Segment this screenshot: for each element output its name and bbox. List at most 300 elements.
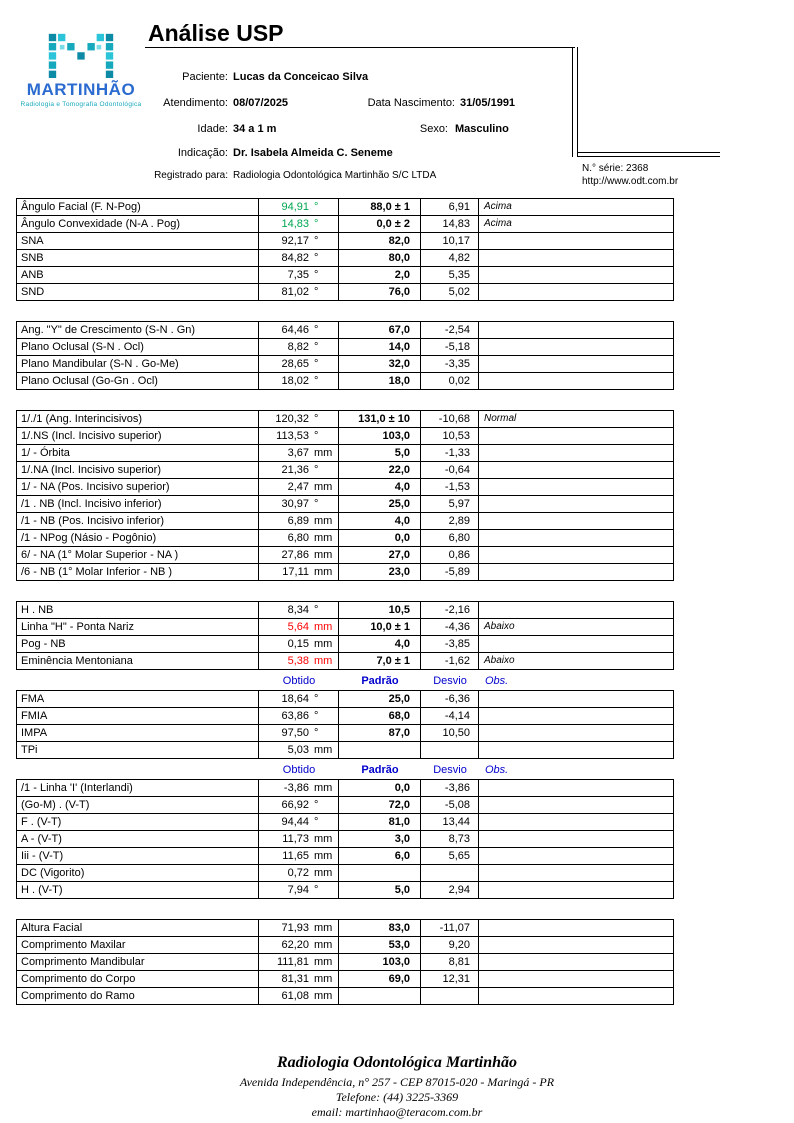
analysis-row <box>17 882 674 899</box>
row-label: 1/ - Órbita <box>17 445 259 461</box>
row-label: (Go-M) . (V-T) <box>17 797 259 813</box>
row-obs <box>479 462 674 478</box>
row-value: 28,65 <box>281 358 309 370</box>
row-padrao: 32,0 <box>339 356 421 372</box>
row-value: 11,65 <box>282 850 309 862</box>
row-unit: ° <box>314 498 319 510</box>
row-label: Linha "H" - Ponta Nariz <box>17 619 259 635</box>
row-obtido <box>259 216 339 232</box>
row-unit: mm <box>314 833 333 845</box>
row-value: 30,97 <box>281 498 309 510</box>
row-desvio: 8,81 <box>421 954 479 970</box>
row-value: 17,11 <box>282 566 309 578</box>
analysis-row <box>17 865 674 882</box>
row-label: H . NB <box>17 602 259 618</box>
row-desvio: 5,65 <box>421 848 479 864</box>
row-desvio: 12,31 <box>421 971 479 987</box>
row-obs <box>479 356 674 372</box>
row-padrao: 80,0 <box>339 250 421 266</box>
row-obtido <box>259 814 339 830</box>
row-value: 81,31 <box>281 973 309 985</box>
row-unit: ° <box>314 604 319 616</box>
row-value: 5,38 <box>287 655 309 667</box>
analysis-row <box>17 284 674 301</box>
row-obtido <box>259 339 339 355</box>
row-obtido <box>259 920 339 936</box>
analysis-row <box>17 848 674 865</box>
row-label: Comprimento Mandibular <box>17 954 259 970</box>
row-value: 64,46 <box>281 324 309 336</box>
analysis-row <box>17 479 674 496</box>
row-desvio: -6,36 <box>421 691 479 707</box>
row-obtido <box>259 462 339 478</box>
row-obs <box>479 848 674 864</box>
row-desvio: 10,50 <box>421 725 479 741</box>
row-padrao: 0,0 <box>339 530 421 546</box>
row-unit: mm <box>314 621 333 633</box>
row-desvio <box>421 988 479 1004</box>
row-obtido <box>259 619 339 635</box>
row-padrao: 3,0 <box>339 831 421 847</box>
row-value: 94,44 <box>281 816 309 828</box>
analysis-row <box>17 971 674 988</box>
row-desvio: -1,62 <box>421 653 479 669</box>
decor-horizontal-rule <box>578 152 720 157</box>
analysis-table-3 <box>16 410 674 581</box>
row-padrao: 14,0 <box>339 339 421 355</box>
row-desvio: 0,86 <box>421 547 479 563</box>
analysis-row <box>17 780 674 797</box>
row-obs: Acima <box>479 216 674 232</box>
analysis-row <box>17 373 674 390</box>
row-padrao: 0,0 ± 2 <box>339 216 421 232</box>
row-desvio: -3,35 <box>421 356 479 372</box>
row-unit: ° <box>314 341 319 353</box>
row-obs <box>479 865 674 881</box>
analysis-row <box>17 199 674 216</box>
row-obs <box>479 479 674 495</box>
analysis-row <box>17 691 674 708</box>
paciente-label: Paciente: <box>182 71 228 83</box>
row-label: F . (V-T) <box>17 814 259 830</box>
row-label: IMPA <box>17 725 259 741</box>
row-label: Comprimento Maxilar <box>17 937 259 953</box>
row-desvio: -1,33 <box>421 445 479 461</box>
row-label: H . (V-T) <box>17 882 259 898</box>
row-obtido <box>259 530 339 546</box>
row-value: 71,93 <box>281 922 309 934</box>
analysis-row <box>17 797 674 814</box>
analysis-table-5 <box>16 690 674 759</box>
row-desvio: 10,17 <box>421 233 479 249</box>
row-unit: mm <box>314 782 333 794</box>
row-obs <box>479 636 674 652</box>
analysis-row <box>17 954 674 971</box>
row-obs <box>479 988 674 1004</box>
row-obs: Abaixo <box>479 619 674 635</box>
row-desvio: -2,54 <box>421 322 479 338</box>
row-label: Comprimento do Ramo <box>17 988 259 1004</box>
row-label: 6/ - NA (1° Molar Superior - NA ) <box>17 547 259 563</box>
row-unit: mm <box>314 956 333 968</box>
row-value: 8,34 <box>287 604 309 616</box>
row-unit: ° <box>314 235 319 247</box>
row-obs <box>479 564 674 580</box>
row-unit: ° <box>314 727 319 739</box>
row-obs <box>479 742 674 758</box>
atendimento-value: 08/07/2025 <box>233 97 289 109</box>
row-desvio: -5,89 <box>421 564 479 580</box>
row-desvio: -4,36 <box>421 619 479 635</box>
row-unit: ° <box>314 464 319 476</box>
analysis-row <box>17 920 674 937</box>
nascimento-value: 31/05/1991 <box>460 97 516 109</box>
row-padrao: 76,0 <box>339 284 421 300</box>
analysis-row <box>17 814 674 831</box>
row-obs <box>479 725 674 741</box>
row-obs <box>479 920 674 936</box>
row-obtido <box>259 445 339 461</box>
row-unit: ° <box>314 201 319 213</box>
row-padrao: 82,0 <box>339 233 421 249</box>
analysis-row <box>17 619 674 636</box>
row-unit: ° <box>314 693 319 705</box>
row-value: 61,08 <box>281 990 309 1002</box>
row-value: 92,17 <box>281 235 309 247</box>
analysis-row <box>17 988 674 1005</box>
row-obtido <box>259 954 339 970</box>
row-obtido <box>259 971 339 987</box>
row-label: Ângulo Facial (F. N-Pog) <box>17 199 259 215</box>
row-unit: mm <box>314 515 333 527</box>
column-header-padrao: Padrão <box>361 764 399 776</box>
row-value: 6,89 <box>287 515 309 527</box>
analysis-row <box>17 356 674 373</box>
row-desvio: 4,82 <box>421 250 479 266</box>
row-value: 111,81 <box>276 956 309 968</box>
row-value: 7,35 <box>287 269 309 281</box>
decor-vertical-rule <box>572 47 578 157</box>
title-underline <box>145 47 575 48</box>
row-value: 66,92 <box>281 799 309 811</box>
row-value: 113,53 <box>276 430 309 442</box>
row-obs <box>479 691 674 707</box>
analysis-tables <box>16 198 674 1005</box>
row-desvio: 8,73 <box>421 831 479 847</box>
row-padrao: 22,0 <box>339 462 421 478</box>
row-obs <box>479 708 674 724</box>
analysis-row <box>17 653 674 670</box>
row-obtido <box>259 284 339 300</box>
row-obtido <box>259 882 339 898</box>
row-label: /1 - NB (Pos. Incisivo inferior) <box>17 513 259 529</box>
row-padrao: 69,0 <box>339 971 421 987</box>
row-unit: mm <box>314 447 333 459</box>
row-label: Plano Oclusal (S-N . Ocl) <box>17 339 259 355</box>
footer-phone: Telefone: (44) 3225-3369 <box>335 1090 459 1104</box>
row-unit: mm <box>314 850 333 862</box>
analysis-row <box>17 462 674 479</box>
row-obs <box>479 797 674 813</box>
row-unit: ° <box>314 413 319 425</box>
column-header-obtido: Obtido <box>282 675 316 687</box>
row-unit: mm <box>314 922 333 934</box>
row-obs <box>479 284 674 300</box>
row-label: Ang. "Y" de Crescimento (S-N . Gn) <box>17 322 259 338</box>
row-value: 18,64 <box>281 693 309 705</box>
row-value: 11,73 <box>282 833 309 845</box>
row-label: 1/./1 (Ang. Interincisivos) <box>17 411 259 427</box>
row-padrao: 67,0 <box>339 322 421 338</box>
row-unit: mm <box>314 638 333 650</box>
row-obs <box>479 428 674 444</box>
row-value: 18,02 <box>281 375 309 387</box>
row-value: 84,82 <box>281 252 309 264</box>
row-obtido <box>259 250 339 266</box>
row-desvio: 0,02 <box>421 373 479 389</box>
row-desvio: -11,07 <box>421 920 479 936</box>
row-value: 5,03 <box>287 744 309 756</box>
analysis-table-1 <box>16 198 674 301</box>
row-unit: ° <box>314 375 319 387</box>
row-obs <box>479 547 674 563</box>
analysis-row <box>17 708 674 725</box>
row-unit: mm <box>314 867 333 879</box>
row-obtido <box>259 780 339 796</box>
row-value: 7,94 <box>287 884 309 896</box>
row-obs <box>479 602 674 618</box>
row-obtido <box>259 513 339 529</box>
row-obs: Abaixo <box>479 653 674 669</box>
row-obs <box>479 971 674 987</box>
analysis-table-2 <box>16 321 674 390</box>
row-unit: mm <box>314 744 333 756</box>
analysis-row <box>17 216 674 233</box>
row-value: 97,50 <box>281 727 309 739</box>
row-obtido <box>259 356 339 372</box>
row-padrao: 4,0 <box>339 636 421 652</box>
row-padrao: 83,0 <box>339 920 421 936</box>
analysis-row <box>17 267 674 284</box>
row-obtido <box>259 725 339 741</box>
column-header-obtido: Obtido <box>282 764 316 776</box>
column-header-padrao: Padrão <box>361 675 399 687</box>
website-url: http://www.odt.com.br <box>582 176 679 187</box>
row-label: /1 - Linha 'I' (Interlandi) <box>17 780 259 796</box>
analysis-row <box>17 937 674 954</box>
row-desvio: 5,35 <box>421 267 479 283</box>
row-unit: ° <box>314 816 319 828</box>
indicacao-label: Indicação: <box>177 147 228 159</box>
atendimento-label: Atendimento: <box>163 97 228 109</box>
column-header-obs: Obs. <box>485 675 509 687</box>
indicacao-value: Dr. Isabela Almeida C. Seneme <box>233 147 393 159</box>
sexo-value: Masculino <box>455 123 509 135</box>
idade-label: Idade: <box>197 123 228 135</box>
row-label: SND <box>17 284 259 300</box>
row-unit: mm <box>314 481 333 493</box>
row-padrao: 6,0 <box>339 848 421 864</box>
analysis-row <box>17 250 674 267</box>
row-label: Plano Oclusal (Go-Gn . Ocl) <box>17 373 259 389</box>
row-value: 21,36 <box>281 464 309 476</box>
row-obtido <box>259 564 339 580</box>
row-unit: mm <box>314 990 333 1002</box>
analysis-row <box>17 428 674 445</box>
row-label: FMA <box>17 691 259 707</box>
row-unit: ° <box>314 710 319 722</box>
row-desvio: 10,53 <box>421 428 479 444</box>
row-padrao: 87,0 <box>339 725 421 741</box>
row-obs <box>479 496 674 512</box>
row-obs <box>479 954 674 970</box>
analysis-row <box>17 564 674 581</box>
row-padrao: 7,0 ± 1 <box>339 653 421 669</box>
row-padrao: 72,0 <box>339 797 421 813</box>
registrado-label: Registrado para: <box>154 170 228 181</box>
row-unit: ° <box>314 799 319 811</box>
row-label: Eminência Mentoniana <box>17 653 259 669</box>
row-desvio: -5,18 <box>421 339 479 355</box>
logo-text: MARTINHÃO <box>26 80 136 99</box>
row-label: /6 - NB (1° Molar Inferior - NB ) <box>17 564 259 580</box>
row-obtido <box>259 742 339 758</box>
row-obs <box>479 267 674 283</box>
analysis-row <box>17 445 674 462</box>
row-unit: mm <box>314 549 333 561</box>
footer-company: Radiologia Odontológica Martinhão <box>276 1054 518 1071</box>
idade-value: 34 a 1 m <box>233 123 277 135</box>
row-padrao: 88,0 ± 1 <box>339 199 421 215</box>
row-unit: ° <box>314 252 319 264</box>
footer-email: email: martinhao@teracom.com.br <box>311 1105 483 1119</box>
row-value: 62,20 <box>281 939 309 951</box>
row-label: FMIA <box>17 708 259 724</box>
row-obtido <box>259 988 339 1004</box>
row-obtido <box>259 865 339 881</box>
analysis-row <box>17 636 674 653</box>
row-label: 1/.NS (Incl. Incisivo superior) <box>17 428 259 444</box>
row-obtido <box>259 831 339 847</box>
row-padrao <box>339 865 421 881</box>
row-obtido <box>259 547 339 563</box>
row-obtido <box>259 496 339 512</box>
row-padrao: 27,0 <box>339 547 421 563</box>
row-obtido <box>259 797 339 813</box>
row-desvio: 6,91 <box>421 199 479 215</box>
analysis-row <box>17 233 674 250</box>
row-padrao: 23,0 <box>339 564 421 580</box>
row-desvio: -0,64 <box>421 462 479 478</box>
row-obs <box>479 780 674 796</box>
row-padrao: 103,0 <box>339 428 421 444</box>
row-desvio <box>421 865 479 881</box>
row-value: 120,32 <box>275 413 309 425</box>
row-padrao: 81,0 <box>339 814 421 830</box>
row-label: Pog - NB <box>17 636 259 652</box>
registrado-value: Radiologia Odontológica Martinhão S/C LTDA <box>233 170 437 181</box>
column-header-desvio: Desvio <box>433 675 467 687</box>
row-desvio: 14,83 <box>421 216 479 232</box>
row-obtido <box>259 848 339 864</box>
row-obtido <box>259 233 339 249</box>
row-padrao: 5,0 <box>339 445 421 461</box>
row-obs <box>479 445 674 461</box>
row-value: 3,67 <box>287 447 309 459</box>
row-obs <box>479 339 674 355</box>
page-title: Análise USP <box>148 20 284 46</box>
row-obs <box>479 882 674 898</box>
footer-address: Avenida Independência, n° 257 - CEP 87015-020 - Maringá - PR <box>239 1075 555 1089</box>
row-label: SNB <box>17 250 259 266</box>
row-padrao: 25,0 <box>339 691 421 707</box>
row-padrao <box>339 988 421 1004</box>
row-value: 0,72 <box>287 867 309 879</box>
row-unit: ° <box>314 884 319 896</box>
row-label: /1 - NPog (Násio - Pogônio) <box>17 530 259 546</box>
row-obtido <box>259 636 339 652</box>
analysis-table-7 <box>16 919 674 1005</box>
row-desvio: 9,20 <box>421 937 479 953</box>
row-label: A - (V-T) <box>17 831 259 847</box>
row-unit: mm <box>314 973 333 985</box>
row-obtido <box>259 428 339 444</box>
row-value: 0,15 <box>287 638 309 650</box>
row-value: 8,82 <box>287 341 309 353</box>
row-obs: Normal <box>479 411 674 427</box>
nascimento-label: Data Nascimento: <box>367 97 455 109</box>
row-value: 63,86 <box>281 710 309 722</box>
analysis-row <box>17 411 674 428</box>
row-unit: ° <box>314 358 319 370</box>
row-label: TPi <box>17 742 259 758</box>
paciente-value: Lucas da Conceicao Silva <box>233 71 369 83</box>
row-unit: mm <box>314 532 333 544</box>
row-padrao: 5,0 <box>339 882 421 898</box>
row-label: DC (Vigorito) <box>17 865 259 881</box>
row-unit: ° <box>314 286 319 298</box>
row-unit: mm <box>314 566 333 578</box>
column-header-row <box>16 674 674 690</box>
row-label: 1/ - NA (Pos. Incisivo superior) <box>17 479 259 495</box>
analysis-row <box>17 496 674 513</box>
row-obs <box>479 831 674 847</box>
row-padrao: 18,0 <box>339 373 421 389</box>
row-obs <box>479 373 674 389</box>
analysis-row <box>17 547 674 564</box>
row-desvio: 2,94 <box>421 882 479 898</box>
row-obtido <box>259 411 339 427</box>
row-value: 2,47 <box>287 481 309 493</box>
row-desvio: 13,44 <box>421 814 479 830</box>
row-value: 5,64 <box>287 621 309 633</box>
row-obtido <box>259 479 339 495</box>
row-obs <box>479 530 674 546</box>
column-header-row <box>16 763 674 779</box>
row-obs <box>479 250 674 266</box>
row-obs <box>479 322 674 338</box>
row-label: ANB <box>17 267 259 283</box>
row-desvio: -1,53 <box>421 479 479 495</box>
row-desvio: -2,16 <box>421 602 479 618</box>
row-label: /1 . NB (Incl. Incisivo inferior) <box>17 496 259 512</box>
row-obtido <box>259 373 339 389</box>
row-obtido <box>259 602 339 618</box>
analysis-row <box>17 339 674 356</box>
row-obtido <box>259 199 339 215</box>
row-label: Altura Facial <box>17 920 259 936</box>
row-value: 6,80 <box>287 532 309 544</box>
